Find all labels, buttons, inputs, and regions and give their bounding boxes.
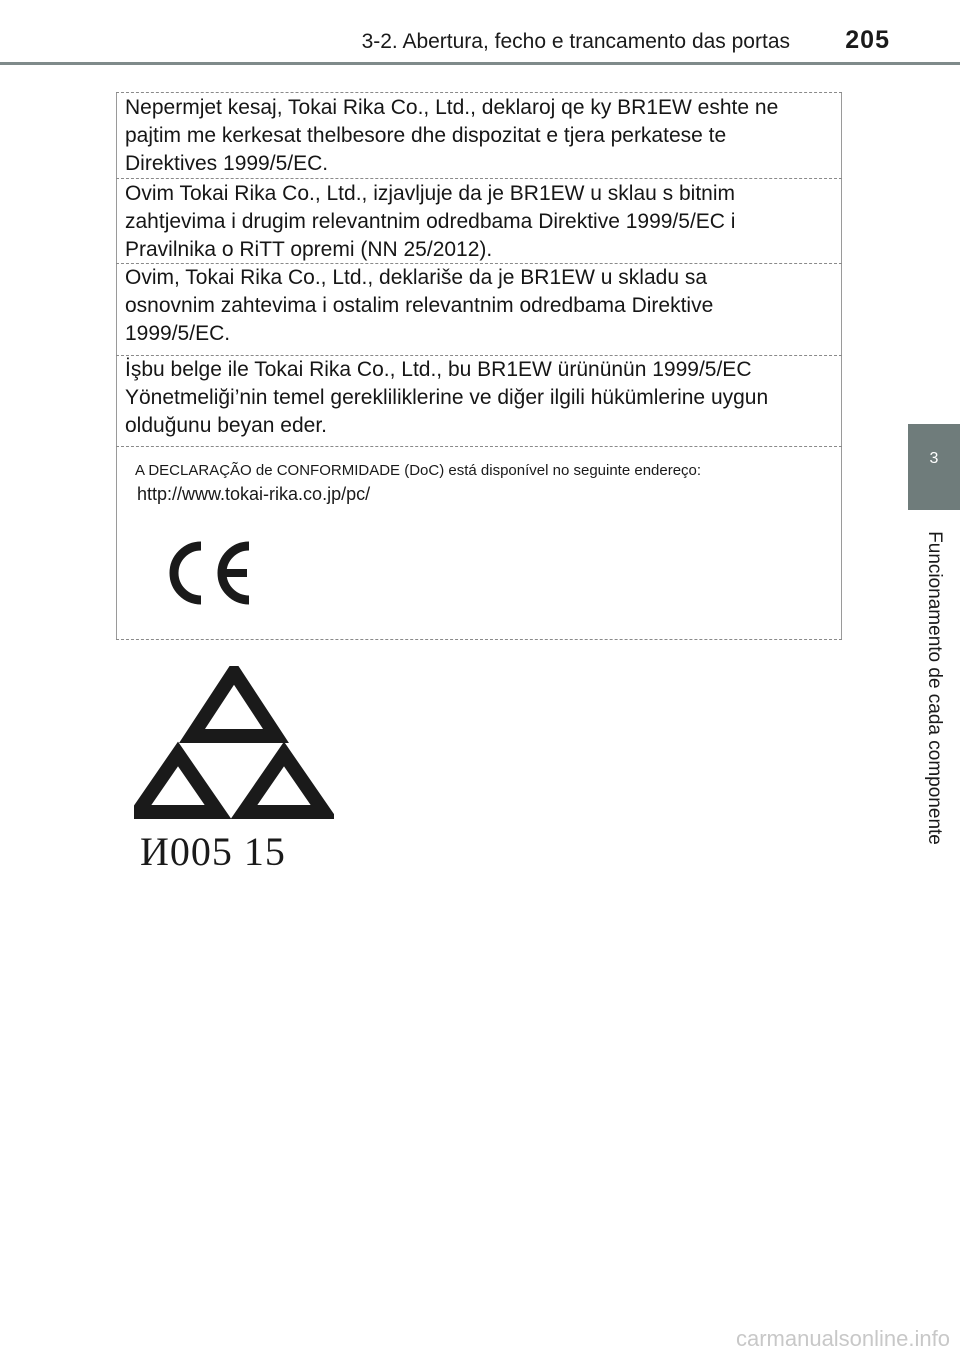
- declaration-line: Ovim Tokai Rika Co., Ltd., izjavljuje da je BR1EW u sklau s bitnim: [125, 182, 736, 205]
- declaration-line: Direktives 1999/5/EC.: [125, 152, 329, 175]
- doc-url-link[interactable]: http://www.tokai-rika.co.jp/pc/: [137, 484, 371, 504]
- declaration-line: zahtjevima i drugim relevantnim odredbama Direktive 1999/5/EC i: [125, 210, 736, 233]
- declaration-serbian: [125, 264, 835, 348]
- divider: [116, 446, 842, 447]
- declaration-line: Ovim, Tokai Rika Co., Ltd., deklariše da je BR1EW u skladu sa: [125, 266, 708, 289]
- declaration-box: [116, 92, 842, 640]
- ce-mark-icon: [161, 538, 257, 608]
- divider: [116, 639, 842, 640]
- three-triangles-cert-icon: [134, 666, 334, 826]
- page-header: [0, 0, 960, 66]
- declaration-line: İşbu belge ile Tokai Rika Co., Ltd., bu BR1EW ürününün 1999/5/EC: [125, 358, 752, 381]
- doc-availability-text: A DECLARAÇÃO de CONFORMIDADE (DoC) está disponível no seguinte endereço:: [135, 462, 702, 479]
- declaration-croatian: [125, 180, 835, 264]
- header-rule: [0, 62, 960, 65]
- chapter-label: Funcionamento de cada componente: [924, 531, 945, 845]
- declaration-line: olduğunu beyan eder.: [125, 414, 328, 437]
- declaration-turkish: [125, 356, 835, 440]
- divider: [116, 178, 842, 179]
- declaration-line: Nepermjet kesaj, Tokai Rika Co., Ltd., deklaroj qe ky BR1EW eshte ne: [125, 96, 779, 119]
- declaration-line: Yönetmeliği’nin temel gerekliliklerine ve diğer ilgili hükümlerine uygun: [125, 386, 769, 409]
- declaration-albanian: [125, 94, 835, 178]
- section-title: 3-2. Abertura, fecho e trancamento das portas: [361, 30, 790, 53]
- page-number: 205: [845, 26, 890, 54]
- declaration-line: Pravilnika o RiTT opremi (NN 25/2012).: [125, 238, 493, 261]
- watermark: carmanualsonline.info: [735, 1326, 950, 1351]
- divider: [116, 92, 842, 93]
- cert-code: И005 15: [140, 829, 286, 874]
- declaration-line: 1999/5/EC.: [125, 322, 231, 345]
- chapter-number: 3: [929, 450, 939, 467]
- chapter-tab[interactable]: [908, 424, 960, 510]
- declaration-line: osnovnim zahtevima i ostalim relevantnim odredbama Direktive: [125, 294, 714, 317]
- declaration-line: pajtim me kerkesat thelbesore dhe dispozitat e tjera perkatese te: [125, 124, 727, 147]
